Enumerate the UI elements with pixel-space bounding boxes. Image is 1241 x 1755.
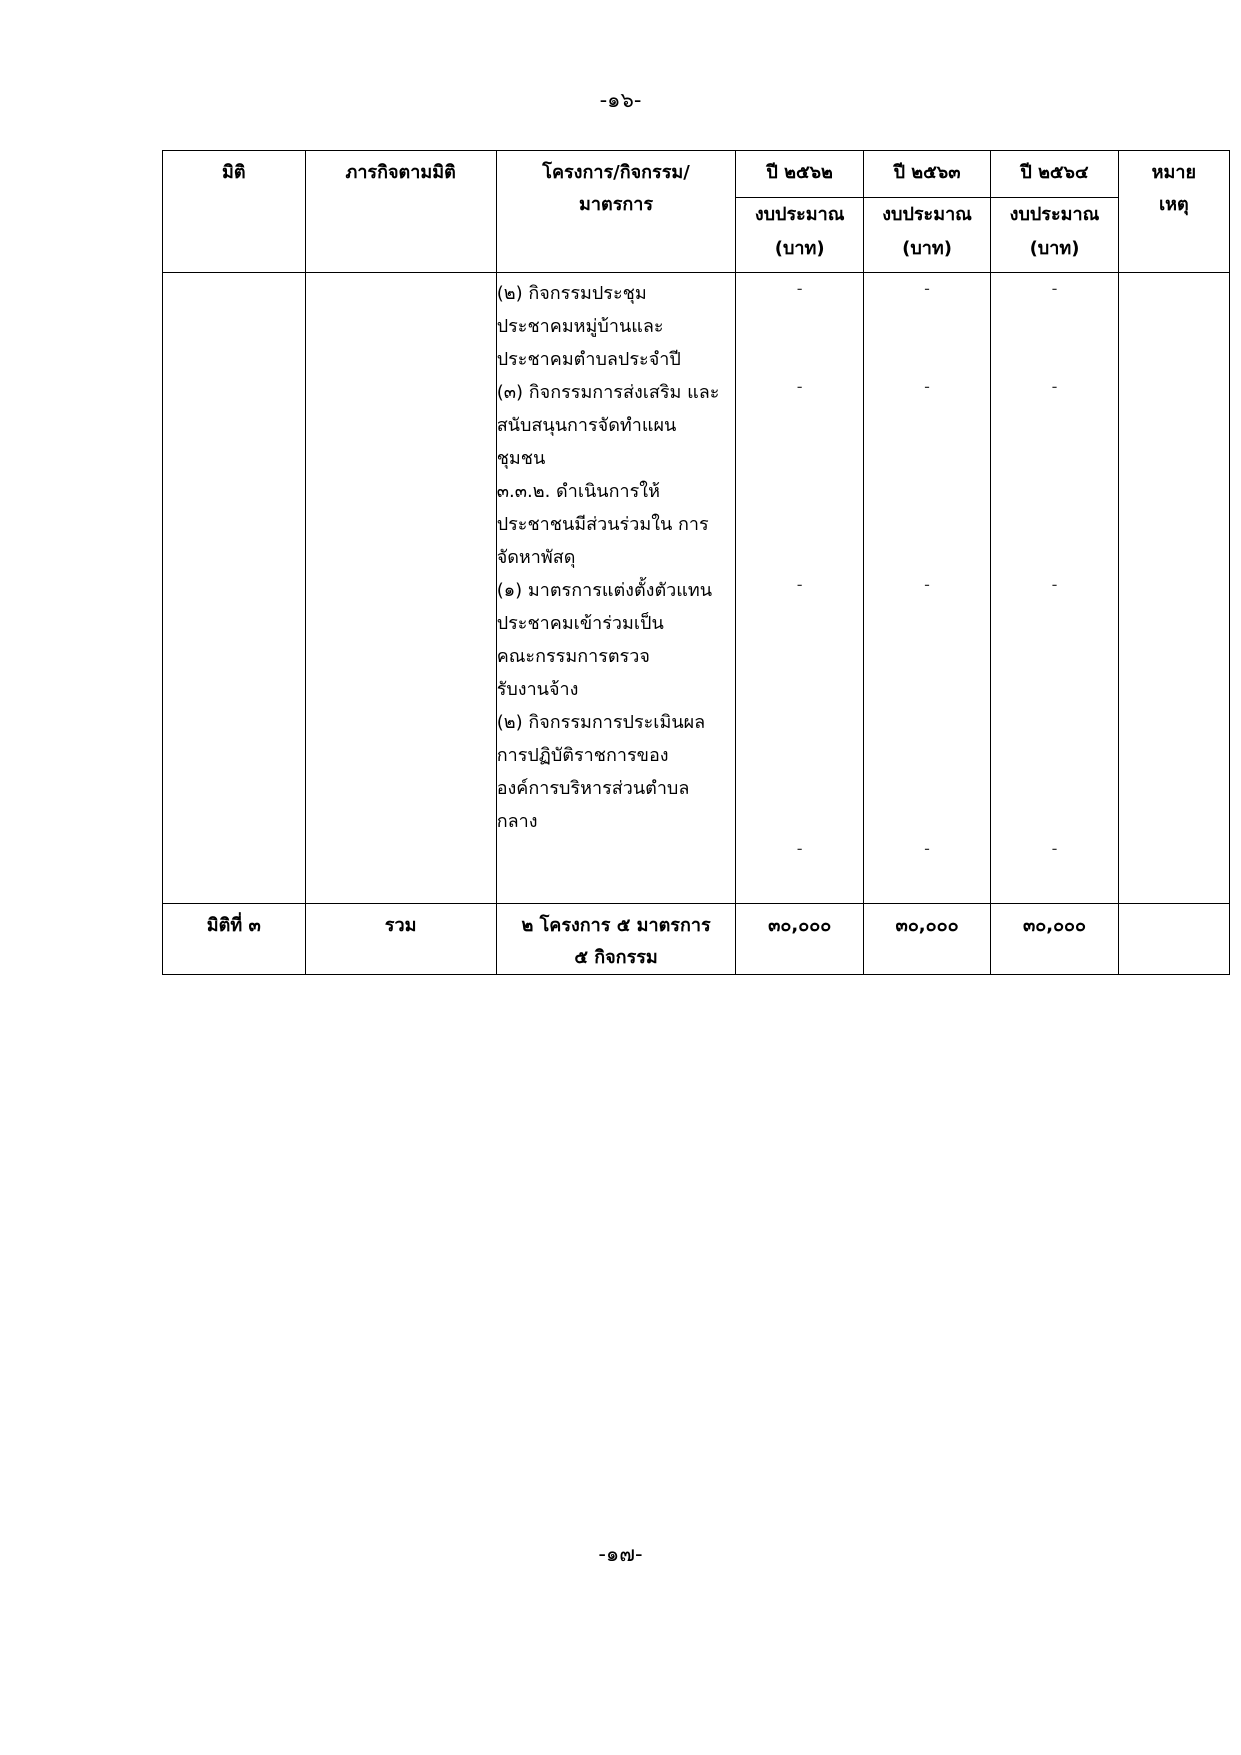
page-number-top: -๑๖- (599, 88, 642, 112)
header-dimension: มิติ (163, 151, 306, 273)
dash: - (1051, 377, 1058, 396)
dash: - (924, 575, 930, 594)
dash: - (796, 279, 803, 298)
dash: - (924, 839, 930, 858)
dash: - (796, 839, 803, 858)
budget-unit-2562: งบประมาณ (บาท) (736, 198, 863, 273)
budget-unit-2564: งบประมาณ (บาท) (991, 198, 1118, 273)
budget-2563-cell (863, 273, 990, 904)
dimension-cell (163, 273, 306, 904)
header-year-2562: ปี ๒๕๖๒ (736, 151, 863, 198)
budget-2564-cell (991, 273, 1118, 904)
total-2564: ๓๐,๐๐๐ (991, 904, 1118, 975)
dash: - (1051, 279, 1058, 298)
page-number-bottom: -๑๗- (598, 1542, 643, 1566)
header-year-2564: ปี ๒๕๖๔ (991, 151, 1118, 198)
total-2562: ๓๐,๐๐๐ (736, 904, 863, 975)
dash: - (796, 575, 803, 594)
header-remark: หมาย เหตุ (1118, 151, 1229, 273)
total-projects: ๒ โครงการ ๕ มาตรการ ๕ กิจกรรม (496, 904, 736, 975)
total-row (163, 904, 1230, 975)
budget-table (162, 150, 1230, 975)
dash: - (924, 279, 930, 298)
total-2563: ๓๐,๐๐๐ (863, 904, 990, 975)
projects-cell: (๒) กิจกรรมประชุม ประชาคมหมู่บ้านและ ประชาคมตำบลประจำปี (๓) กิจกรรมการส่งเสริม และ สนับสนุนการจัดทำแผน ชุมชน ๓.๓.๒. ดำเนินการให้ ประชาชนมีส่วนร่วมใน การ จัดหาพัสดุ (๑) มาตรการแต่งตั้งตัวแทน ประชาคมเข้าร่วมเป็น คณะกรรมการตรวจ รับงานจ้าง (๒) กิจกรรมการประเมินผล การปฏิบัติราชการของ องค์การบริหารส่วนตำบล กลาง (496, 273, 736, 904)
total-mission: รวม (305, 904, 496, 975)
header-projects: โครงการ/กิจกรรม/ มาตรการ (496, 151, 736, 273)
header-mission: ภารกิจตามมิติ (305, 151, 496, 273)
dash: - (924, 377, 930, 396)
remark-cell (1118, 273, 1229, 904)
dash: - (1051, 575, 1058, 594)
mission-cell (305, 273, 496, 904)
body-row (163, 273, 1230, 904)
budget-2562-cell (736, 273, 863, 904)
budget-unit-2563: งบประมาณ (บาท) (863, 198, 990, 273)
total-remark (1118, 904, 1229, 975)
dash: - (1051, 839, 1058, 858)
total-dimension: มิติที่ ๓ (163, 904, 306, 975)
header-year-2563: ปี ๒๕๖๓ (863, 151, 990, 198)
header-row-1 (163, 151, 1230, 198)
dash: - (796, 377, 803, 396)
